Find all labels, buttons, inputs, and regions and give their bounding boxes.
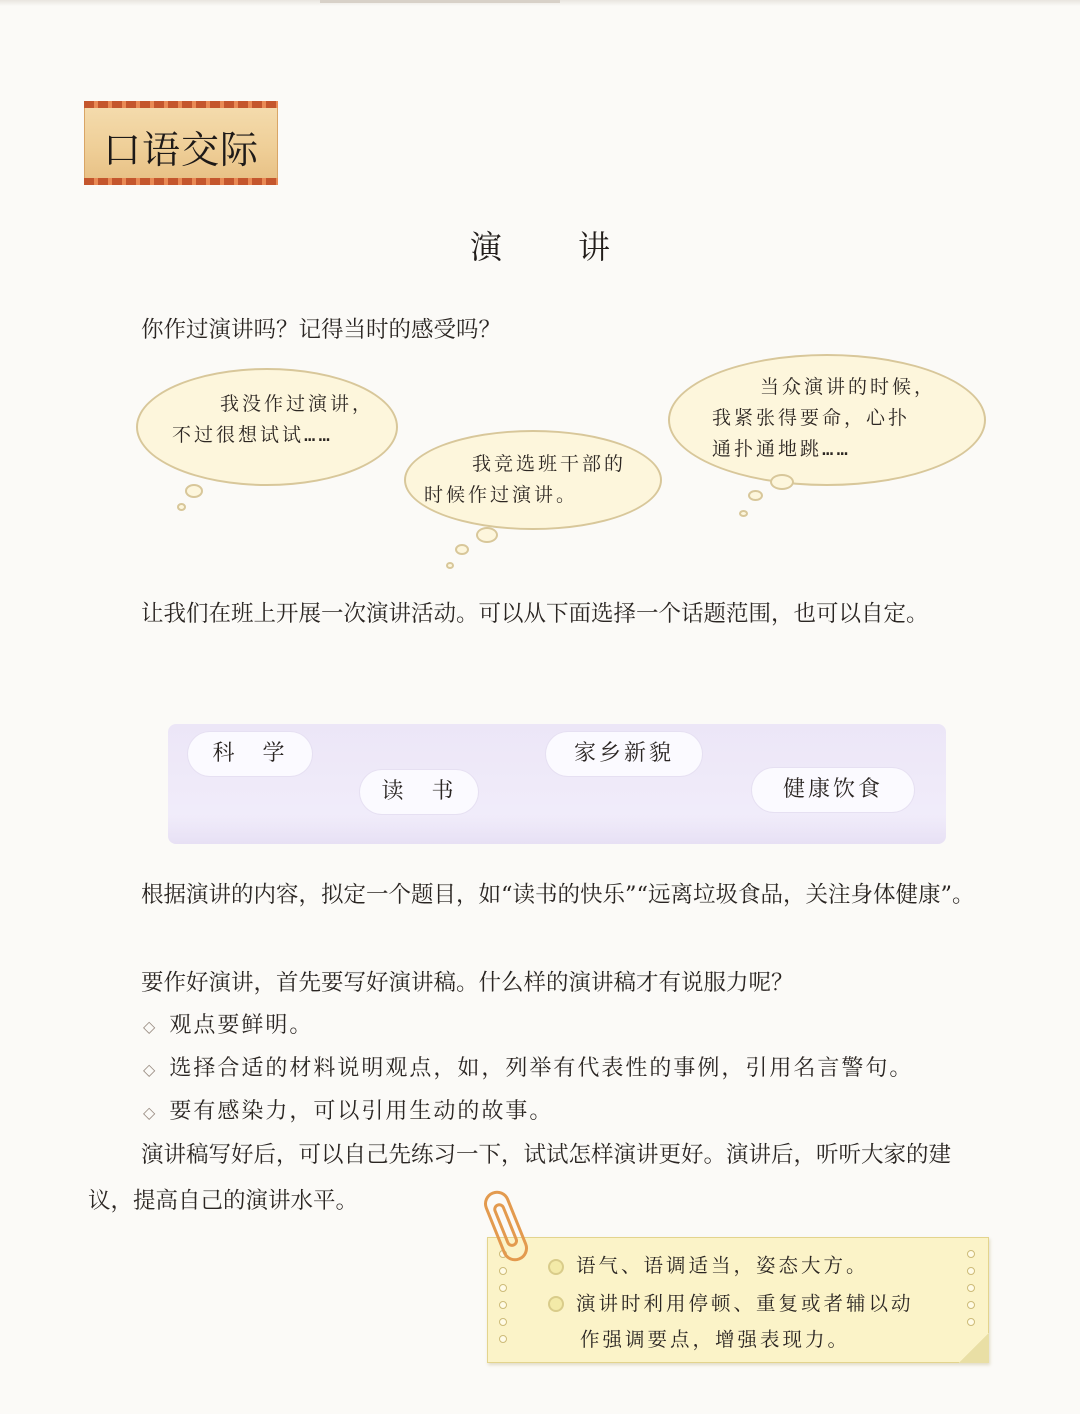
thought-bubble-2-text: 我竞选班干部的 时候作过演讲。 bbox=[424, 453, 627, 506]
note-holes-right bbox=[967, 1250, 977, 1335]
topic-chip-hometown: 家乡新貌 bbox=[546, 732, 702, 776]
diamond-bullet-icon: ◇ bbox=[143, 1103, 156, 1122]
bullet-item: ◇ 要有感染力，可以引用生动的故事。 bbox=[143, 1099, 554, 1124]
thought-dot bbox=[739, 510, 748, 517]
tip-item-1: 语气、语调适当，姿态大方。 bbox=[576, 1254, 869, 1277]
topic-chip-healthy-diet: 健康饮食 bbox=[752, 768, 914, 812]
note-holes-left bbox=[499, 1250, 509, 1352]
tip-item-2-line1: 演讲时利用停顿、重复或者辅以动 bbox=[576, 1292, 914, 1315]
thought-dot bbox=[748, 490, 763, 501]
tip-item-2-line2: 作强调要点，增强表现力。 bbox=[580, 1328, 851, 1351]
paragraph-title-examples: 根据演讲的内容，拟定一个题目，如“读书的快乐”“远离垃圾食品，关注身体健康”。 bbox=[141, 882, 975, 908]
page-title: 演 讲 bbox=[469, 228, 632, 266]
thought-dot bbox=[177, 503, 186, 511]
paragraph-practice: 演讲稿写好后，可以自己先练习一下，试试怎样演讲更好。演讲后，听听大家的建议，提高自己的演讲水平。 bbox=[88, 1142, 952, 1214]
section-banner-label: 口语交际 bbox=[102, 128, 259, 172]
bullet-item: ◇ 选择合适的材料说明观点，如，列举有代表性的事例，引用名言警句。 bbox=[143, 1056, 914, 1081]
diamond-bullet-icon: ◇ bbox=[143, 1017, 156, 1036]
bullet-item: ◇ 观点要鲜明。 bbox=[143, 1013, 314, 1038]
circle-bullet-icon bbox=[548, 1259, 564, 1275]
thought-bubble-3-text: 当众演讲的时候， 我紧张得要命，心扑 通扑通地跳…… bbox=[712, 376, 937, 460]
paragraph-activity: 让我们在班上开展一次演讲活动。可以从下面选择一个话题范围，也可以自定。 bbox=[141, 601, 929, 627]
thought-dot bbox=[455, 544, 469, 555]
topic-chip-reading: 读 书 bbox=[360, 770, 478, 814]
paragraph-speech-draft: 要作好演讲，首先要写好演讲稿。什么样的演讲稿才有说服力呢？ bbox=[141, 970, 794, 996]
intro-question: 你作过演讲吗？记得当时的感受吗？ bbox=[141, 317, 502, 343]
tip-note bbox=[487, 1237, 989, 1363]
thought-bubble-1-text: 我没作过演讲， 不过很想试试…… bbox=[172, 393, 375, 446]
topic-chip-science: 科 学 bbox=[188, 732, 312, 776]
diamond-bullet-icon: ◇ bbox=[143, 1060, 156, 1079]
thought-dot bbox=[770, 474, 794, 490]
thought-dot bbox=[185, 484, 203, 498]
circle-bullet-icon bbox=[548, 1296, 564, 1312]
thought-dot bbox=[446, 562, 454, 569]
section-banner bbox=[84, 101, 278, 185]
page-curl bbox=[959, 1333, 989, 1363]
thought-dot bbox=[476, 527, 498, 543]
page-top-bar bbox=[320, 0, 560, 3]
